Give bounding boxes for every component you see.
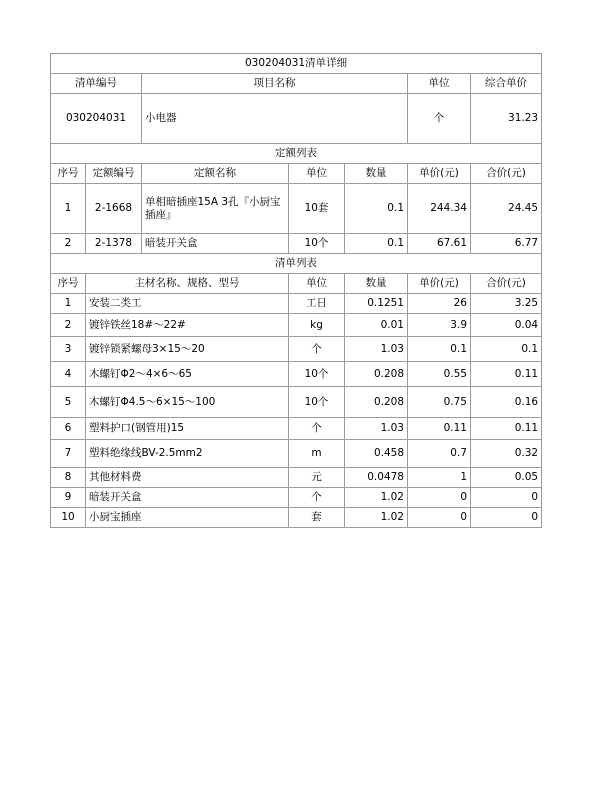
quota-col-name: 定额名称 — [142, 164, 289, 184]
material-no: 9 — [51, 488, 86, 508]
quota-col-unit: 单位 — [289, 164, 345, 184]
materials-col-total: 合价(元) — [471, 274, 542, 294]
material-row — [51, 387, 542, 418]
quota-section-title: 定额列表 — [51, 144, 542, 164]
material-qty: 0.0478 — [345, 468, 408, 488]
material-total: 0.16 — [471, 387, 542, 418]
material-name: 木螺钉Φ4.5～6×15～100 — [86, 387, 289, 418]
quota-col-no: 序号 — [51, 164, 86, 184]
material-total: 0 — [471, 508, 542, 528]
material-no: 10 — [51, 508, 86, 528]
materials-header-row — [51, 274, 542, 294]
material-total: 0.32 — [471, 440, 542, 468]
material-price: 26 — [408, 294, 471, 314]
material-row — [51, 508, 542, 528]
material-price: 0 — [408, 488, 471, 508]
material-total: 0.11 — [471, 418, 542, 440]
material-name: 塑料绝缘线BV-2.5mm2 — [86, 440, 289, 468]
materials-col-name: 主材名称、规格、型号 — [86, 274, 289, 294]
quota-name: 暗装开关盒 — [142, 234, 289, 254]
materials-section-title: 清单列表 — [51, 254, 542, 274]
material-price: 0.55 — [408, 362, 471, 387]
material-qty: 0.1251 — [345, 294, 408, 314]
material-price: 1 — [408, 468, 471, 488]
material-name: 塑料护口(钢管用)15 — [86, 418, 289, 440]
material-no: 6 — [51, 418, 86, 440]
material-no: 5 — [51, 387, 86, 418]
materials-col-unit: 单位 — [289, 274, 345, 294]
quota-code: 2-1378 — [86, 234, 142, 254]
item-price-header: 综合单价 — [471, 74, 542, 94]
quota-col-code: 定额编号 — [86, 164, 142, 184]
item-price: 31.23 — [471, 94, 542, 144]
material-price: 0 — [408, 508, 471, 528]
quota-qty: 0.1 — [345, 184, 408, 234]
quota-col-price: 单价(元) — [408, 164, 471, 184]
material-row — [51, 337, 542, 362]
materials-section-row — [51, 254, 542, 274]
material-name: 安装二类工 — [86, 294, 289, 314]
bill-detail-table — [50, 53, 542, 528]
material-name: 镀锌铁丝18#～22# — [86, 314, 289, 337]
material-row — [51, 468, 542, 488]
material-price: 0.75 — [408, 387, 471, 418]
material-name: 小厨宝插座 — [86, 508, 289, 528]
material-total: 0.11 — [471, 362, 542, 387]
material-unit: 10个 — [289, 387, 345, 418]
material-no: 3 — [51, 337, 86, 362]
material-unit: kg — [289, 314, 345, 337]
material-qty: 0.208 — [345, 387, 408, 418]
material-row — [51, 314, 542, 337]
item-code-header: 清单编号 — [51, 74, 142, 94]
quota-row — [51, 234, 542, 254]
material-unit: 元 — [289, 468, 345, 488]
materials-col-qty: 数量 — [345, 274, 408, 294]
quota-col-total: 合价(元) — [471, 164, 542, 184]
quota-header-row — [51, 164, 542, 184]
material-row — [51, 488, 542, 508]
material-unit: 个 — [289, 337, 345, 362]
material-qty: 1.03 — [345, 337, 408, 362]
material-price: 0.11 — [408, 418, 471, 440]
material-price: 0.7 — [408, 440, 471, 468]
material-qty: 0.208 — [345, 362, 408, 387]
sheet-title: 030204031清单详细 — [51, 54, 542, 74]
quota-no: 1 — [51, 184, 86, 234]
material-name: 镀锌锁紧螺母3×15～20 — [86, 337, 289, 362]
quota-unit: 10套 — [289, 184, 345, 234]
material-unit: 套 — [289, 508, 345, 528]
material-qty: 1.03 — [345, 418, 408, 440]
material-total: 0.1 — [471, 337, 542, 362]
quota-unit: 10个 — [289, 234, 345, 254]
material-unit: 10个 — [289, 362, 345, 387]
item-row — [51, 94, 542, 144]
material-qty: 1.02 — [345, 508, 408, 528]
item-name: 小电器 — [142, 94, 408, 144]
quota-row — [51, 184, 542, 234]
material-name: 其他材料费 — [86, 468, 289, 488]
material-unit: 个 — [289, 418, 345, 440]
item-code: 030204031 — [51, 94, 142, 144]
materials-col-price: 单价(元) — [408, 274, 471, 294]
material-price: 0.1 — [408, 337, 471, 362]
quota-section-row — [51, 144, 542, 164]
material-row — [51, 362, 542, 387]
material-total: 0.04 — [471, 314, 542, 337]
quota-code: 2-1668 — [86, 184, 142, 234]
material-name: 木螺钉Φ2～4×6～65 — [86, 362, 289, 387]
material-no: 8 — [51, 468, 86, 488]
material-price: 3.9 — [408, 314, 471, 337]
material-row — [51, 294, 542, 314]
material-unit: m — [289, 440, 345, 468]
material-qty: 0.01 — [345, 314, 408, 337]
materials-col-no: 序号 — [51, 274, 86, 294]
material-row — [51, 418, 542, 440]
quota-total: 24.45 — [471, 184, 542, 234]
item-unit-header: 单位 — [408, 74, 471, 94]
quota-col-qty: 数量 — [345, 164, 408, 184]
item-header-row — [51, 74, 542, 94]
quota-qty: 0.1 — [345, 234, 408, 254]
material-total: 3.25 — [471, 294, 542, 314]
material-total: 0.05 — [471, 468, 542, 488]
material-qty: 0.458 — [345, 440, 408, 468]
material-no: 4 — [51, 362, 86, 387]
material-total: 0 — [471, 488, 542, 508]
material-name: 暗装开关盒 — [86, 488, 289, 508]
material-unit: 工日 — [289, 294, 345, 314]
material-no: 2 — [51, 314, 86, 337]
material-no: 7 — [51, 440, 86, 468]
material-no: 1 — [51, 294, 86, 314]
title-row — [51, 54, 542, 74]
material-qty: 1.02 — [345, 488, 408, 508]
material-row — [51, 440, 542, 468]
quota-price: 67.61 — [408, 234, 471, 254]
item-unit: 个 — [408, 94, 471, 144]
item-name-header: 项目名称 — [142, 74, 408, 94]
material-unit: 个 — [289, 488, 345, 508]
quota-name: 单相暗插座15A 3孔『小厨宝插座』 — [142, 184, 289, 234]
quota-price: 244.34 — [408, 184, 471, 234]
quota-total: 6.77 — [471, 234, 542, 254]
quota-no: 2 — [51, 234, 86, 254]
